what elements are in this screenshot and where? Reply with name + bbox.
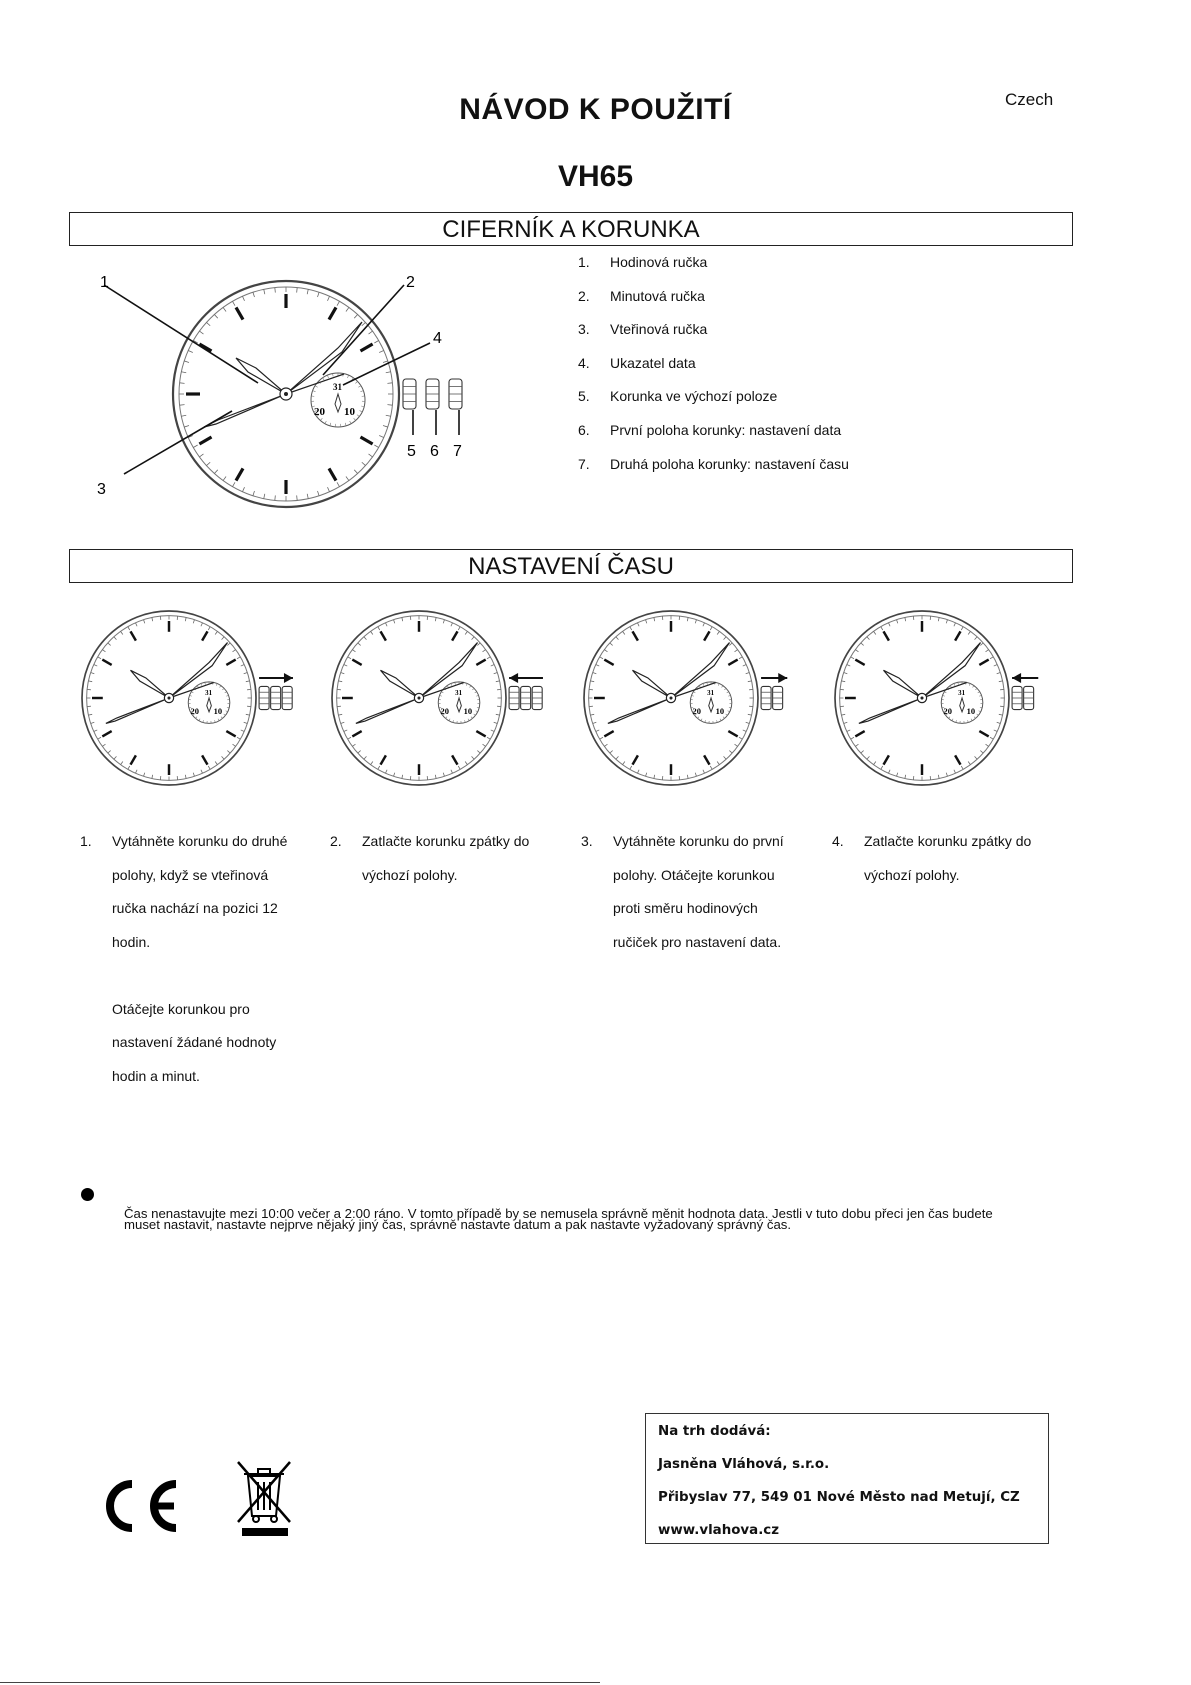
ce-mark-icon xyxy=(98,1478,180,1534)
svg-text:20: 20 xyxy=(692,706,702,717)
callout-7: 7 xyxy=(453,443,462,460)
svg-text:31: 31 xyxy=(333,382,342,392)
parts-list-item: 3. Vteřinová ručka xyxy=(578,321,708,338)
step-watch-illustration-2 xyxy=(332,611,543,785)
svg-text:20: 20 xyxy=(943,706,953,717)
svg-text:10: 10 xyxy=(966,706,976,717)
svg-text:10: 10 xyxy=(715,706,725,717)
language-label: Czech xyxy=(1005,90,1054,109)
step-number: 1. xyxy=(80,833,92,849)
supplier-website: www.vlahova.cz xyxy=(658,1523,780,1538)
model-number: VH65 xyxy=(557,160,634,193)
step-1 xyxy=(80,825,310,1105)
callout-6: 6 xyxy=(430,443,439,460)
parts-list-item: 7. Druhá poloha korunky: nastavení času xyxy=(578,455,849,472)
svg-text:10: 10 xyxy=(344,406,355,418)
callout-2: 2 xyxy=(406,274,415,291)
parts-list xyxy=(578,254,978,489)
svg-text:31: 31 xyxy=(707,689,715,697)
step-watch-illustration-4 xyxy=(835,611,1038,785)
bullet-icon xyxy=(81,1188,94,1201)
section-header-time-setting: NASTAVENÍ ČASU xyxy=(69,549,1073,583)
callout-1: 1 xyxy=(100,274,109,291)
supplier-address: Přibyslav 77, 549 01 Nové Město nad Metují, CZ xyxy=(658,1490,1020,1505)
step-text-secondary: Otáčejte korunkou pro nastavení žádané hodnoty hodin a minut. xyxy=(112,1000,277,1084)
supplier-company: Jasněna Vláhová, s.r.o. xyxy=(658,1457,830,1472)
svg-text:31: 31 xyxy=(205,689,213,697)
svg-text:20: 20 xyxy=(440,706,450,717)
svg-text:20: 20 xyxy=(190,706,200,717)
step-text: Vytáhněte korunku do první polohy. Otáčejte korunkou proti směru hodinových ručiček pro nastavení data. xyxy=(613,833,784,950)
crossed-out-bin-icon xyxy=(234,1456,294,1538)
svg-text:31: 31 xyxy=(958,689,966,697)
parts-list-item: 6. První poloha korunky: nastavení data xyxy=(578,421,842,438)
setting-illustrations xyxy=(0,600,1191,800)
svg-text:10: 10 xyxy=(463,706,473,717)
step-number: 4. xyxy=(832,833,844,849)
step-text: Zatlačte korunku zpátky do výchozí polohy. xyxy=(362,833,530,883)
time-setting-note: Čas nenastavujte mezi 10:00 večer a 2:00 ráno. V tomto případě by se nemusela správně měnit hodnota data. Jestli v tuto dobu přeci jen čas budete muset nastavit, nastavte nejprve nějaký jiný čas, správně nastavte datum a pak nastavte vyžadovaný správný čas. xyxy=(124,1206,993,1232)
svg-text:10: 10 xyxy=(213,706,223,717)
supplier-heading: Na trh dodává: xyxy=(658,1424,771,1439)
step-number: 3. xyxy=(581,833,593,849)
section-header-dial: CIFERNÍK A KORUNKA xyxy=(69,212,1073,246)
callout-5: 5 xyxy=(407,443,416,460)
parts-list-item: 1. Hodinová ručka xyxy=(578,254,708,270)
supplier-box xyxy=(645,1413,1049,1544)
main-watch-dial xyxy=(173,281,462,507)
document-title: NÁVOD K POUŽITÍ xyxy=(459,93,732,126)
watch-diagram xyxy=(0,0,600,540)
step-watch-illustration-3 xyxy=(584,611,787,785)
parts-list-item: 4. Ukazatel data xyxy=(578,354,696,371)
step-text: Vytáhněte korunku do druhé polohy, když se vteřinová ručka nachází na pozici 12 hodin. xyxy=(112,833,288,950)
svg-text:31: 31 xyxy=(455,689,463,697)
step-number: 2. xyxy=(330,833,342,849)
callout-4: 4 xyxy=(433,330,442,347)
step-watch-illustration-1 xyxy=(82,611,293,785)
parts-list-item: 5. Korunka ve výchozí poloze xyxy=(578,388,778,405)
svg-text:20: 20 xyxy=(314,406,325,418)
callout-3: 3 xyxy=(97,481,106,498)
parts-list-item: 2. Minutová ručka xyxy=(578,287,705,304)
step-text: Zatlačte korunku zpátky do výchozí polohy. xyxy=(864,833,1032,883)
page-bottom-rule xyxy=(0,1682,600,1683)
